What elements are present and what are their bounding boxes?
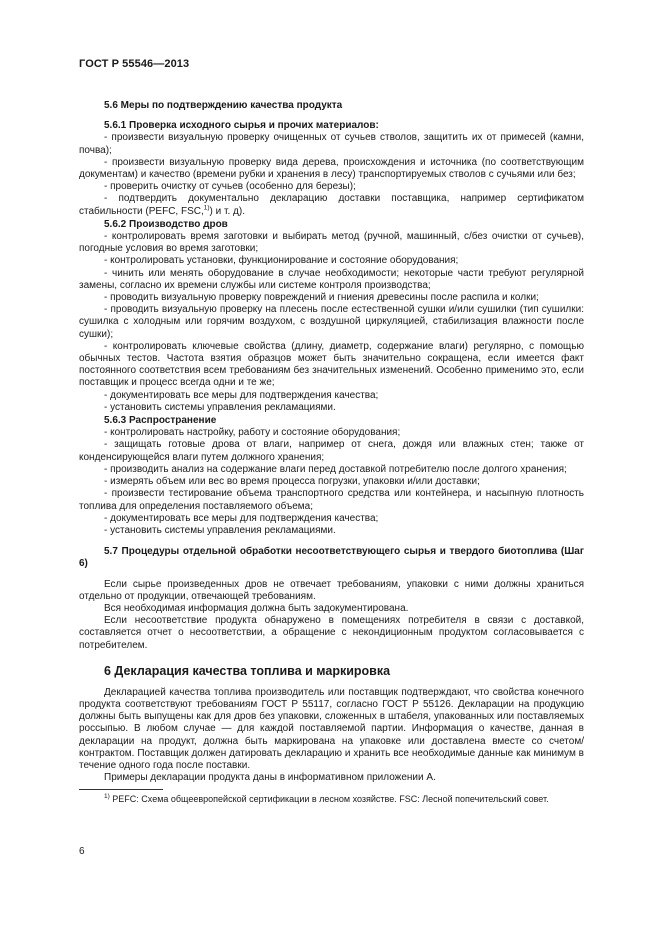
- document-body: [79, 91, 584, 805]
- subsection-heading-5-6-3: 5.6.3 Распространение: [104, 415, 217, 427]
- section-heading-5-7: 5.7 Процедуры отдельной обработки несоответствующего сырья и твердого биотоплива (Шаг 6): [79, 546, 584, 570]
- list-item: [79, 193, 584, 217]
- paragraph: Если несоответствие продукта обнаружено в помещениях потребителя в связи с доставкой, составляется отчет о несоответствии, а обращение с некондиционным продуктом согласовывается с потребителем.: [79, 615, 584, 651]
- paragraph: Примеры декларации продукта даны в информативном приложении А.: [104, 772, 436, 784]
- subsection-heading-5-6-2: 5.6.2 Производство дров: [104, 218, 228, 230]
- footnote: [79, 794, 584, 805]
- list-item: - проводить визуальную проверку на плесень после естественной сушки и/или сушилки (тип сушилки: сушилка с холодным или горячим воздухом, с воздушной циркуляцией, стабилизация влажности после сушки);: [79, 304, 584, 340]
- page-number: 6: [79, 846, 85, 857]
- section-heading-6: 6 Декларация качества топлива и маркировка: [104, 663, 391, 678]
- paragraph: Декларацией качества топлива производитель или поставщик подтверждают, что свойства конечного продукта соответствуют требованиям ГОСТ Р 55117, согласно ГОСТ Р 55126. Декларации на продукцию должны быть выпущены как для дров без упаковки, сложенных в штабеля, упакованных или поставляемых россыпью. В любом случае — для каждой поставляемой партии. Информация о качестве, данная в декларации на продукт, должна быть маркирована на упаковке или доставлена вместе со счетом/контрактом. Поставщик должен датировать декларацию и хранить все необходимые данные как минимум в течение одного года после поставки.: [79, 686, 584, 771]
- footnote-divider: [79, 789, 163, 790]
- list-item: - защищать готовые дрова от влаги, например от снега, дождя или влажных стен; также от конденсирующейся влаги путем должного хранения;: [79, 439, 584, 463]
- paragraph: Если сырье произведенных дров не отвечает требованиям, упаковки с ними должны храниться отдельно от продукции, отвечающей требованиям.: [79, 578, 584, 602]
- list-item: - документировать все меры для подтверждения качества;: [104, 389, 379, 401]
- subsection-heading-5-6-1: 5.6.1 Проверка исходного сырья и прочих материалов:: [104, 120, 379, 132]
- list-item: - документировать все меры для подтверждения качества;: [104, 512, 379, 524]
- list-item: - произвести визуальную проверку очищенных от сучьев стволов, защитить их от примесей (камни, почва);: [79, 132, 584, 156]
- list-item-text: - подтвердить документально декларацию доставки поставщика, например сертификатом стабильности (PEFC, FSC,: [79, 193, 584, 217]
- list-item: - произвести визуальную проверку вида дерева, происхождения и источника (по соответствующим документам) и качество (времени рубки и хранения в лесу) транспортируемых стволов с сучьями или без;: [79, 156, 584, 181]
- list-item: - контролировать время заготовки и выбирать метод (ручной, машинный, с/без очистки от сучьев), погодные условия во время заготовки;: [79, 231, 584, 255]
- document-header: ГОСТ Р 55546—2013: [79, 58, 190, 70]
- footnote-mark: 1): [104, 793, 110, 801]
- list-item: - установить системы управления рекламациями.: [104, 401, 336, 413]
- footnote-ref: 1): [203, 204, 210, 212]
- list-item: - контролировать настройку, работу и состояние оборудования;: [104, 427, 401, 439]
- list-item: - установить системы управления рекламациями.: [104, 524, 336, 536]
- list-item: - контролировать установки, функционирование и состояние оборудования;: [104, 255, 459, 267]
- list-item: - проверить очистку от сучьев (особенно для березы);: [104, 181, 356, 193]
- list-item: - измерять объем или вес во время процесса погрузки, упаковки и/или доставки;: [104, 476, 480, 488]
- paragraph: Вся необходимая информация должна быть задокументирована.: [104, 602, 409, 614]
- list-item: - проводить визуальную проверку повреждений и гниения древесины после распила и колки;: [104, 292, 539, 304]
- footnote-text: PEFC: Схема общеевропейской сертификации в лесном хозяйстве. FSC: Лесной попечительский совет.: [112, 794, 549, 805]
- section-heading-5-6: 5.6 Меры по подтверждению качества продукта: [104, 100, 343, 111]
- list-item: - произвести тестирование объема транспортного средства или контейнера, и насыпную плотность топлива для определения поставляемого объема;: [79, 488, 584, 512]
- list-item-tail: ) и т. д).: [209, 205, 245, 217]
- list-item: - чинить или менять оборудование в случае необходимости; некоторые части требуют регулярной замены, согласно их времени службы или системе контроля производства;: [79, 267, 584, 291]
- list-item: - контролировать ключевые свойства (длину, диаметр, содержание влаги) регулярно, с помощью обычных тестов. Частота взятия образцов может быть значительно сокращена, если имеется факт постоянного соответствия всем требованиям без значительных изменений. Особенно применимо это, если поставщик и процесс всегда одни и те же;: [79, 340, 584, 389]
- list-item: - производить анализ на содержание влаги перед доставкой потребителю после долгого хранения;: [104, 463, 567, 475]
